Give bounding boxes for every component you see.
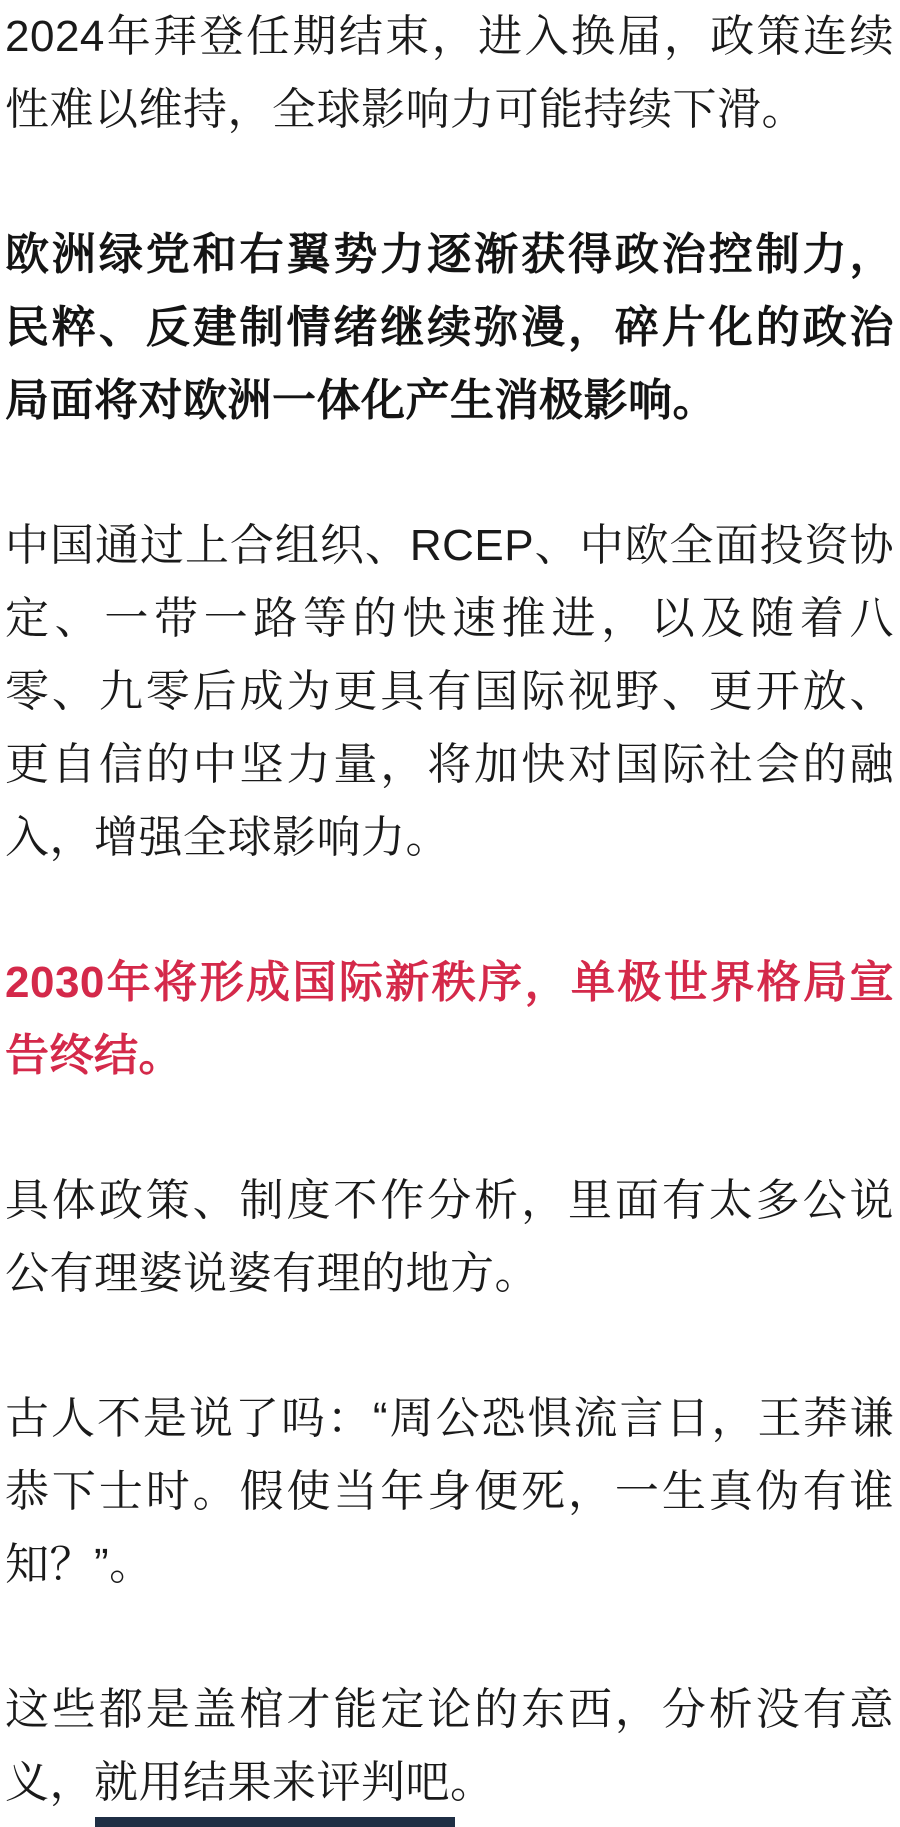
paragraph-policy-disclaimer: 具体政策、制度不作分析，里面有太多公说公有理婆说婆有理的地方。: [5, 1176, 894, 1298]
paragraph-europe-outlook: 欧洲绿党和右翼势力逐渐获得政治控制力，民粹、反建制情绪继续弥漫，碎片化的政治局面将对欧洲一体化产生消极影响。: [5, 230, 894, 425]
next-image-top-edge: [95, 1817, 455, 1827]
paragraph-us-outlook-2024: 2024年拜登任期结束，进入换届，政策连续性难以维持，全球影响力可能持续下滑。: [5, 12, 894, 134]
paragraph-china-rise: 中国通过上合组织、RCEP、中欧全面投资协定、一带一路等的快速推进，以及随着八零、九零后成为更具有国际视野、更开放、更自信的中坚力量，将加快对国际社会的融入，增强全球影响力。: [5, 521, 894, 862]
paragraph-conclusion: 这些都是盖棺才能定论的东西，分析没有意义，就用结果来评判吧。: [5, 1685, 894, 1807]
paragraph-ancient-quote: 古人不是说了吗：“周公恐惧流言日，王莽谦恭下士时。假使当年身便死，一生真伪有谁知？”。: [5, 1394, 894, 1589]
heading-2030-prediction: 2030年将形成国际新秩序，单极世界格局宣告终结。: [5, 958, 894, 1080]
